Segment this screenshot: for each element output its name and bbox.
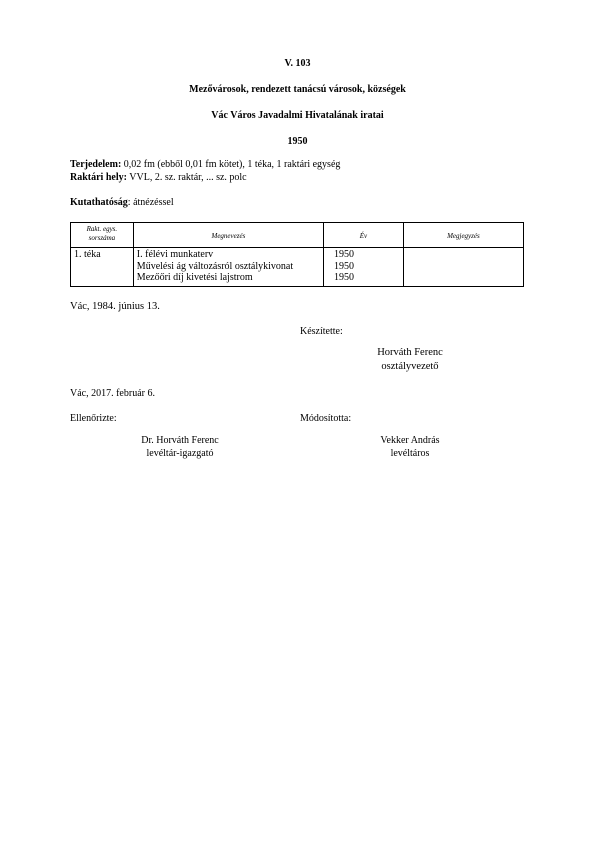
fond-year: 1950	[287, 136, 308, 147]
cell-note	[403, 248, 523, 287]
place-date-1: Vác, 1984. június 13.	[70, 301, 160, 312]
location-line	[70, 172, 247, 183]
header-name: Megnevezés	[133, 223, 323, 248]
preparer-name: Horváth Ferenc	[377, 347, 443, 358]
table-row	[71, 248, 524, 287]
item-name: Mezőőri díj kivetési lajstrom	[136, 272, 253, 283]
header-unit: Rakt. egys. sorszáma	[71, 223, 134, 248]
extent-line	[70, 159, 340, 170]
access-label: Kutathatóság	[70, 197, 128, 208]
place-date-2: Vác, 2017. február 6.	[70, 388, 155, 399]
item-year: 1950	[334, 272, 355, 283]
header-note: Megjegyzés	[403, 223, 523, 248]
extent-label: Terjedelem:	[70, 159, 122, 170]
checker-name: Dr. Horváth Ferenc	[141, 435, 219, 446]
item-name: I. félévi munkaterv	[136, 249, 214, 260]
cell-years	[324, 248, 404, 287]
header-year: Év	[324, 223, 404, 248]
access-value: : átnézéssel	[127, 197, 174, 208]
checker-title: levéltár-igazgató	[146, 448, 214, 459]
access-line	[70, 197, 174, 208]
item-year: 1950	[334, 260, 355, 272]
location-label: Raktári hely:	[70, 172, 127, 183]
checked-label: Ellenőrizte:	[70, 413, 117, 424]
table-header-row	[71, 223, 524, 248]
modifier-name: Vekker András	[380, 435, 440, 446]
fond-title: Vác Város Javadalmi Hivatalának iratai	[211, 110, 384, 121]
item-name: Művelési ág változásról osztálykivonat	[136, 260, 294, 272]
prepared-label: Készítette:	[300, 326, 343, 337]
inventory-table	[70, 222, 524, 287]
preparer-title: osztályvezető	[381, 361, 439, 372]
modifier-title: levéltáros	[390, 448, 430, 459]
fond-code: V. 103	[284, 58, 311, 69]
location-value: VVL, 2. sz. raktár, ... sz. polc	[126, 172, 247, 183]
cell-names	[133, 248, 323, 287]
item-year: 1950	[334, 249, 355, 260]
extent-value: 0,02 fm (ebből 0,01 fm kötet), 1 téka, 1 raktári egység	[121, 159, 341, 170]
cell-unit: 1. téka	[71, 248, 134, 287]
fond-category: Mezővárosok, rendezett tanácsú városok, községek	[189, 84, 406, 95]
modified-label: Módosította:	[300, 413, 352, 424]
